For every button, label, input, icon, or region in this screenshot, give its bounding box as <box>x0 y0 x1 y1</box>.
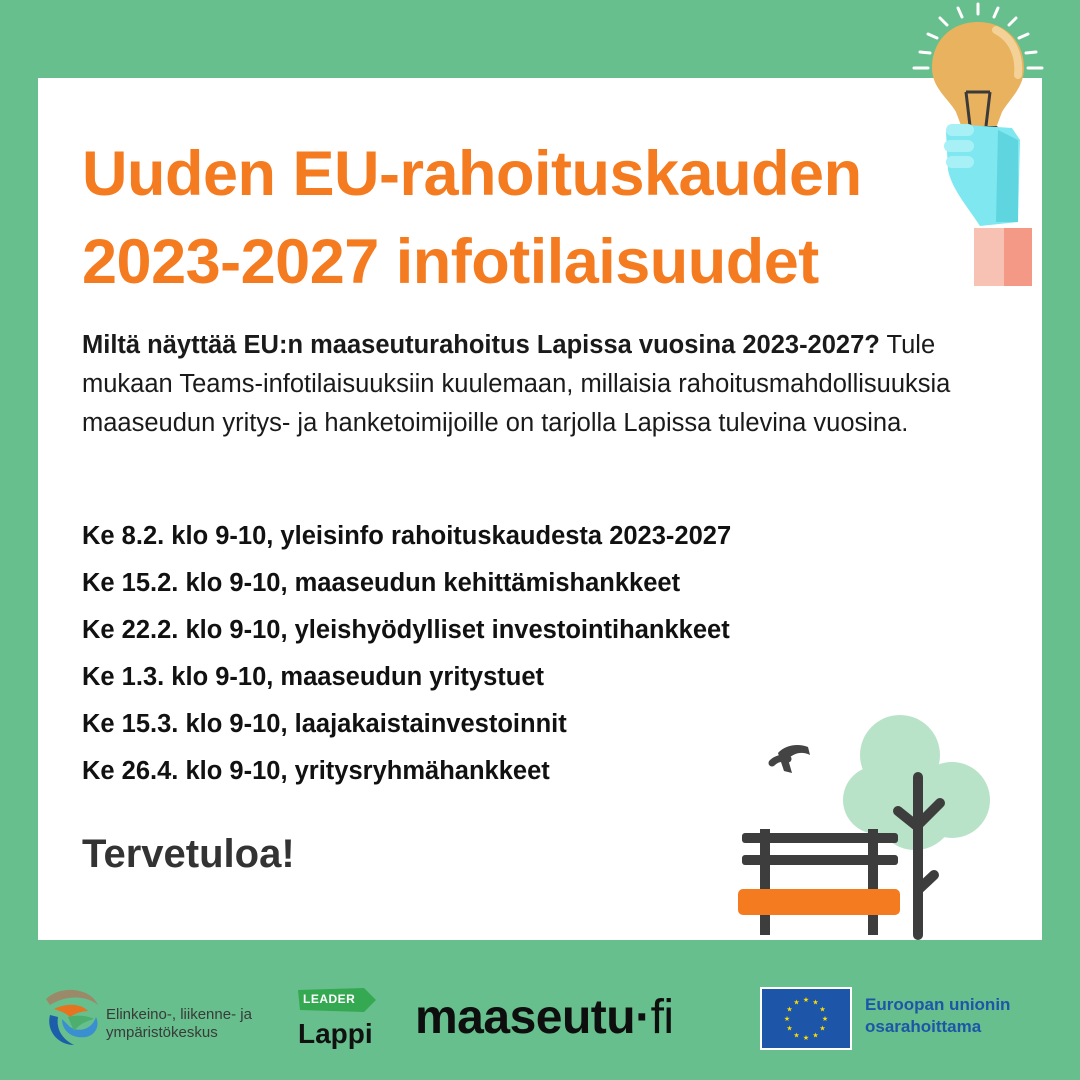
eu-line-2: osarahoittama <box>865 1017 982 1036</box>
intro-paragraph <box>82 326 982 443</box>
maaseutu-fi: fi <box>650 991 674 1044</box>
eu-star: ★ <box>802 997 810 1004</box>
maaseutu-bold: maaseutu <box>415 991 636 1044</box>
eu-star: ★ <box>819 1006 826 1014</box>
ely-logo-text <box>106 1006 252 1042</box>
lightbulb-hand-icon <box>900 0 1060 290</box>
title-line-1: Uuden EU-rahoituskauden <box>82 139 862 209</box>
eu-star: ★ <box>821 1016 829 1023</box>
eu-star: ★ <box>786 1025 793 1033</box>
intro-text: Tule mukaan Teams-infotilaisuuksiin kuulemaan, millaisia rahoitusmahdollisuuksia maaseudun yritys- ja hanketoimijoille on tarjolla Lapissa tulevina vuosina. <box>82 331 951 437</box>
title-line-2: 2023-2027 infotilaisuudet <box>82 227 819 297</box>
page-title <box>82 130 862 306</box>
eu-star: ★ <box>786 1006 793 1014</box>
eu-star: ★ <box>793 1032 800 1040</box>
eu-star: ★ <box>812 1032 819 1040</box>
schedule-item: Ke 26.4. klo 9-10, yritysryhmähankkeet <box>82 757 550 785</box>
eu-line-1: Euroopan unionin <box>865 995 1011 1014</box>
ely-line-1: Elinkeino-, liikenne- ja <box>106 1006 252 1023</box>
event-schedule <box>82 515 731 797</box>
intro-bold-question: Miltä näyttää EU:n maaseuturahoitus Lapissa vuosina 2023-2027? <box>82 331 880 359</box>
leader-lappi-label: Lappi <box>298 1018 373 1049</box>
ely-line-2: ympäristökeskus <box>106 1024 218 1041</box>
eu-star: ★ <box>812 999 819 1007</box>
ely-logo-icon <box>40 985 102 1047</box>
eu-star: ★ <box>819 1025 826 1033</box>
eu-star: ★ <box>793 999 800 1007</box>
eu-star: ★ <box>802 1035 810 1042</box>
park-bench-tree-icon <box>730 715 1000 940</box>
eu-flag-icon <box>760 987 852 1050</box>
schedule-item: Ke 22.2. klo 9-10, yleishyödylliset investointihankkeet <box>82 616 730 644</box>
leader-badge-label: LEADER <box>303 992 356 1006</box>
eu-star: ★ <box>783 1016 791 1023</box>
schedule-item: Ke 1.3. klo 9-10, maaseudun yritystuet <box>82 663 545 691</box>
schedule-item: Ke 15.2. klo 9-10, maaseudun kehittämishankkeet <box>82 569 681 597</box>
welcome-text: Tervetuloa! <box>82 832 295 876</box>
maaseutu-fi-logo <box>415 990 674 1045</box>
maaseutu-dot: · <box>635 991 651 1044</box>
eu-funding-text <box>865 994 1010 1038</box>
schedule-item: Ke 15.3. klo 9-10, laajakaistainvestoinnit <box>82 710 567 738</box>
schedule-item: Ke 8.2. klo 9-10, yleisinfo rahoituskaudesta 2023-2027 <box>82 522 732 550</box>
